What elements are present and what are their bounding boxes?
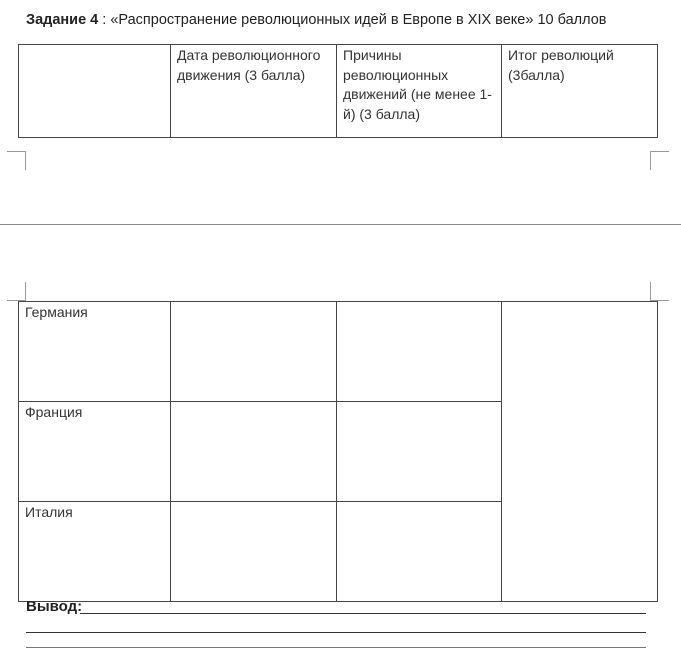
row-label-france: Франция [19, 402, 171, 502]
table-cell[interactable] [337, 502, 502, 602]
table-cell[interactable] [171, 302, 337, 402]
header-table [18, 44, 658, 138]
task-label: Задание 4 [26, 12, 99, 28]
table-cell[interactable] [171, 502, 337, 602]
result-merged-cell[interactable] [502, 302, 658, 602]
conclusion-label: Вывод: [26, 598, 83, 615]
header-cell-date: Дата революционного движения (3 балла) [171, 45, 337, 138]
header-cell-empty [19, 45, 171, 138]
page-corner-mark-top-right [650, 151, 669, 170]
task-text: «Распространение революционных идей в Европе в XIX веке» 10 баллов [110, 12, 607, 28]
row-label-germany: Германия [19, 302, 171, 402]
table-cell[interactable] [337, 402, 502, 502]
table-row [19, 302, 658, 402]
page-corner-mark-top-left [7, 151, 26, 170]
header-cell-result: Итог революций (3балла) [502, 45, 658, 138]
header-row [19, 45, 658, 138]
page-break-line [0, 224, 681, 225]
table-cell[interactable] [171, 402, 337, 502]
body-table [18, 301, 658, 602]
header-cell-causes: Причины революционных движений (не менее 1-й) (3 балла) [337, 45, 502, 138]
page-corner-mark-bottom-right [650, 282, 669, 301]
conclusion-line [26, 632, 646, 633]
page-corner-mark-bottom-left [7, 282, 26, 301]
conclusion-line [80, 613, 646, 614]
task-separator: : [98, 12, 111, 28]
row-label-italy: Италия [19, 502, 171, 602]
table-cell[interactable] [337, 302, 502, 402]
task-title [26, 12, 607, 28]
